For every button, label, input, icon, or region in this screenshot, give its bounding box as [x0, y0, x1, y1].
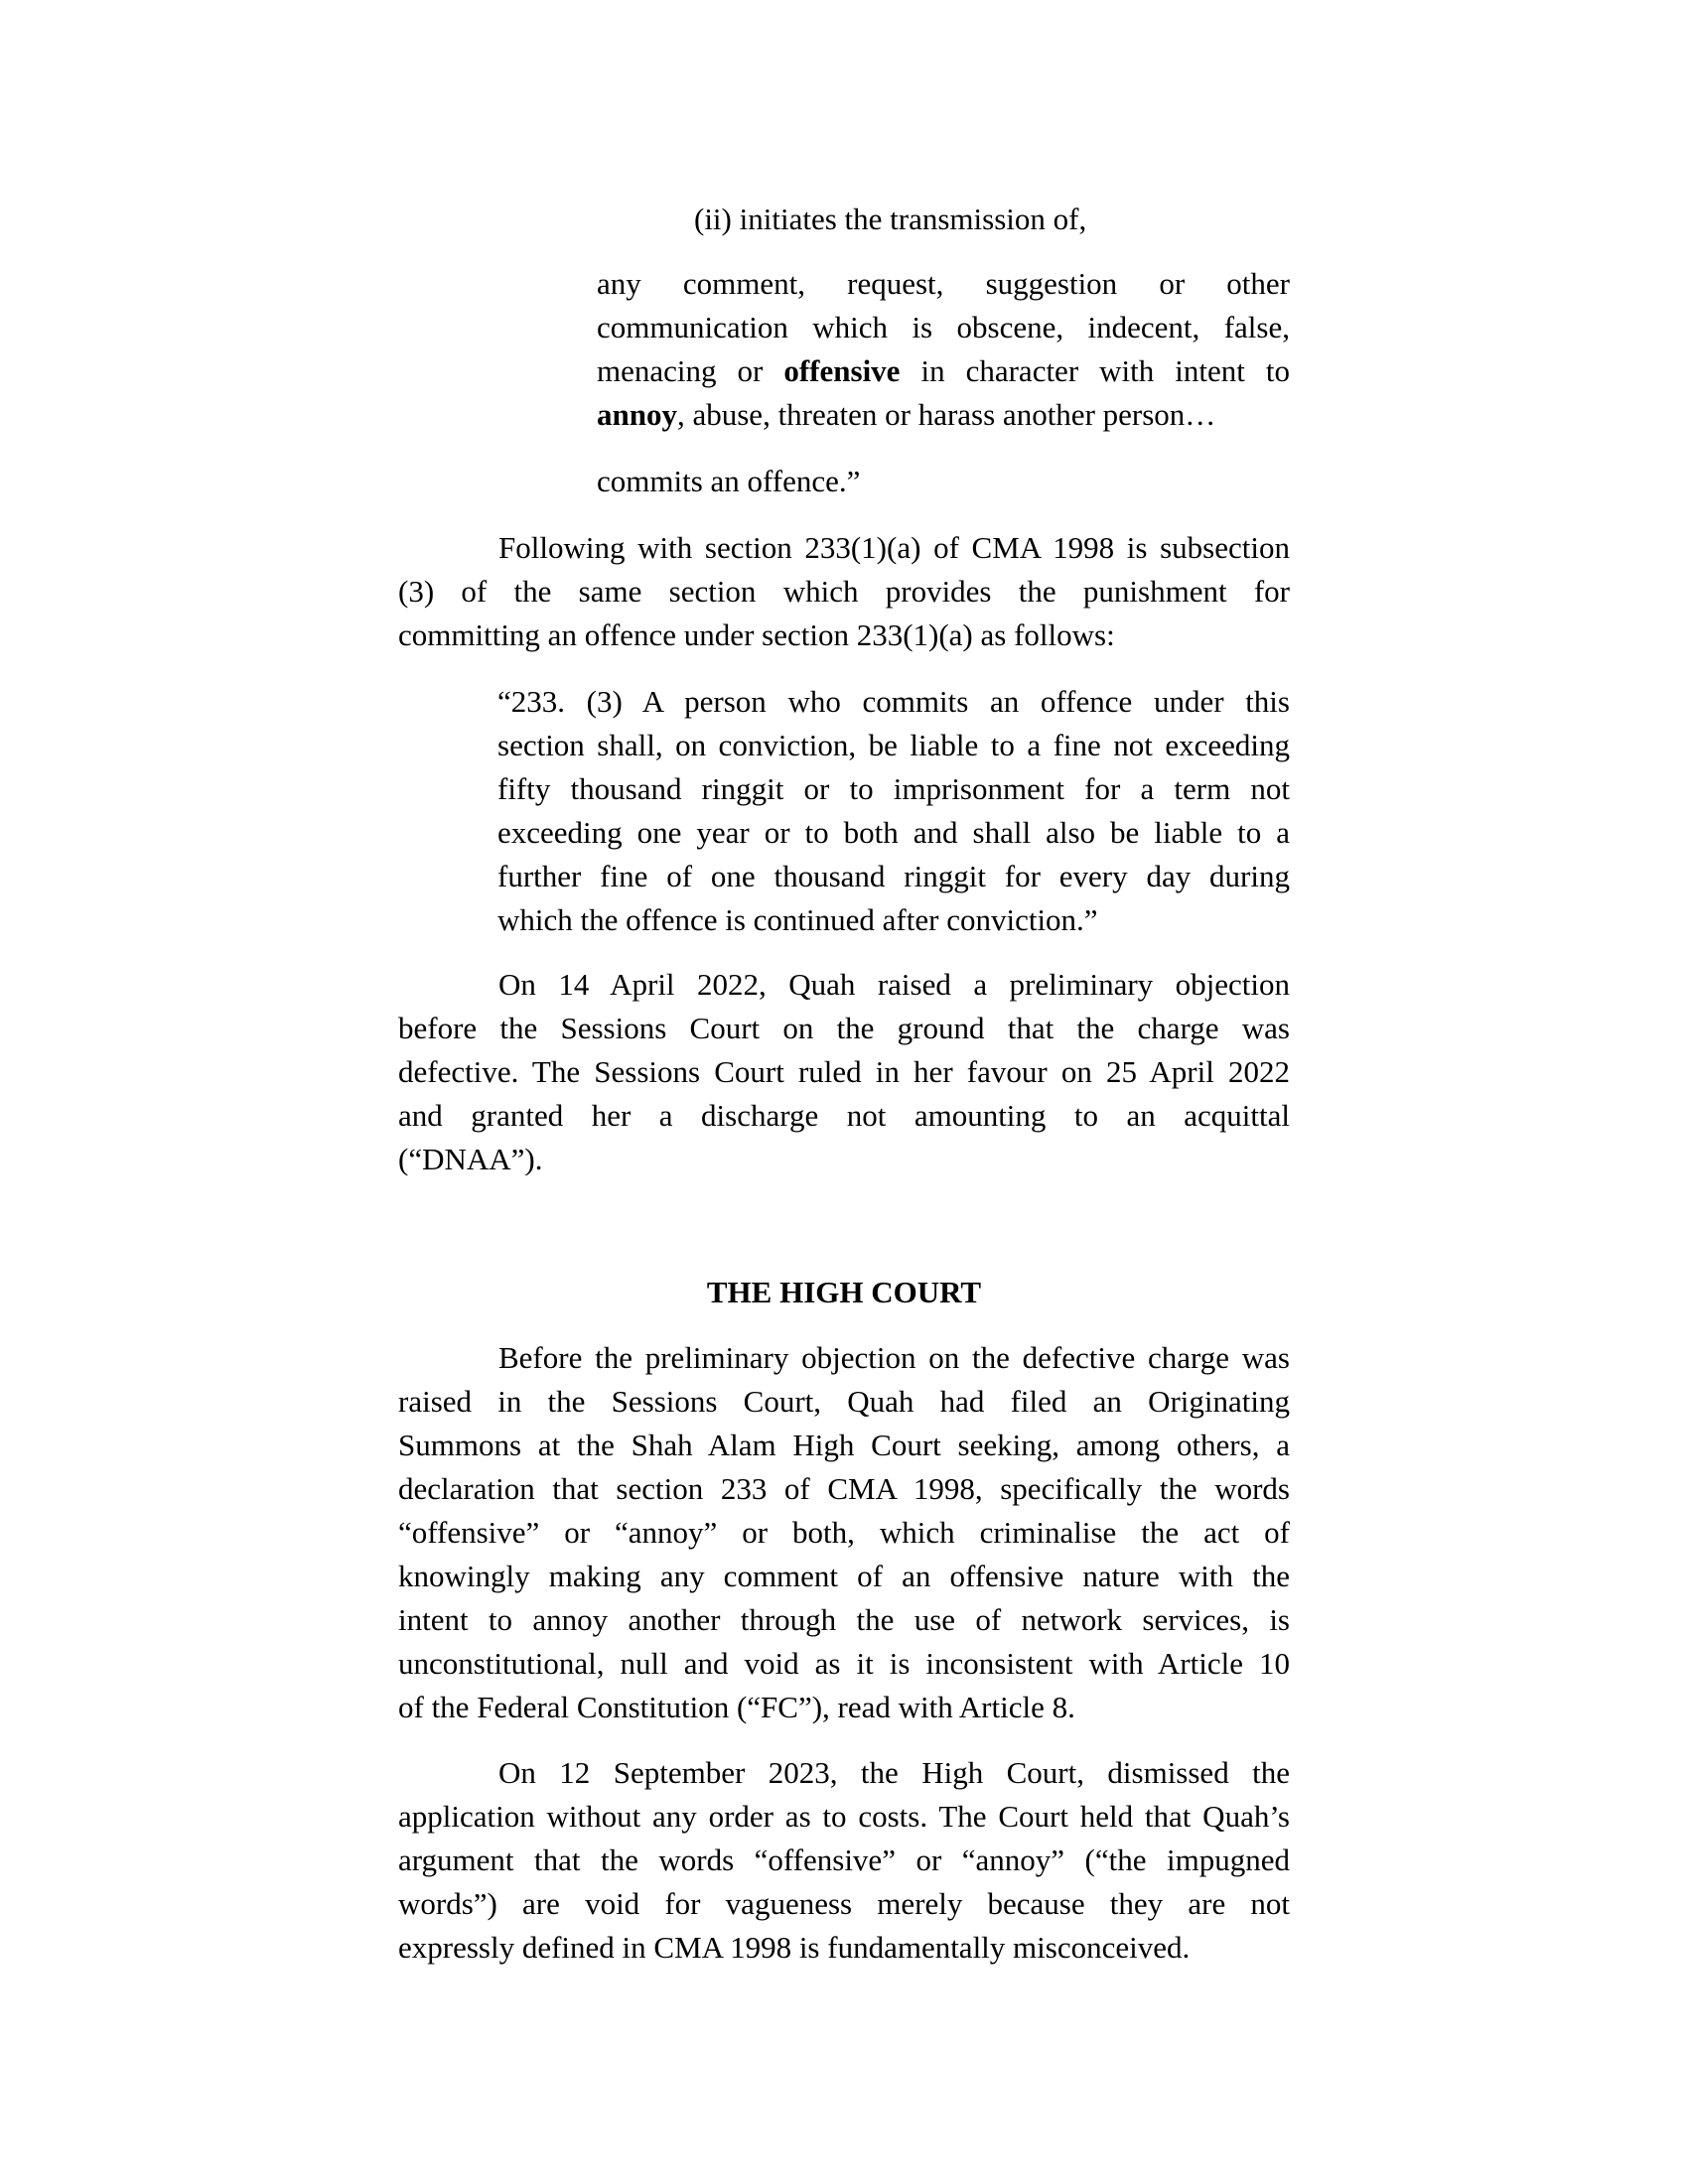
paragraph-line: declaration that section 233 of CMA 1998, specifically the words: [398, 1471, 1290, 1506]
paragraph-line: expressly defined in CMA 1998 is fundamentally misconceived.: [398, 1930, 1191, 1965]
paragraph-3: [398, 1336, 1290, 1729]
quote-line: fifty thousand ringgit or to imprisonment for a term not: [497, 771, 1290, 806]
paragraph-line: knowingly making any comment of an offensive nature with the: [398, 1559, 1290, 1593]
paragraph-line: words”) are void for vagueness merely because they are not: [398, 1886, 1290, 1921]
bold-term-annoy: annoy: [597, 397, 677, 432]
quoted-clause-line: menacing or offensive in character with intent to: [597, 353, 1290, 388]
paragraph-line: (“DNAA”).: [398, 1142, 543, 1176]
quote-line: section shall, on conviction, be liable to a fine not exceeding: [497, 728, 1290, 762]
paragraph-line: committing an offence under section 233(1)(a) as follows:: [398, 617, 1115, 652]
quote-section-233-3: [497, 680, 1290, 942]
paragraph-line: On 12 September 2023, the High Court, dismissed the: [498, 1755, 1290, 1790]
paragraph-line: “offensive” or “annoy” or both, which criminalise the act of: [398, 1515, 1290, 1550]
paragraph-line: raised in the Sessions Court, Quah had filed an Originating: [398, 1384, 1290, 1419]
quoted-clause-line: annoy, abuse, threaten or harass another person…: [597, 397, 1216, 432]
quoted-clause-line: any comment, request, suggestion or other: [597, 266, 1290, 301]
quote-line: “233. (3) A person who commits an offence under this: [497, 684, 1290, 719]
paragraph-line: defective. The Sessions Court ruled in her favour on 25 April 2022: [398, 1054, 1290, 1089]
paragraph-line: and granted her a discharge not amounting to an acquittal: [398, 1098, 1290, 1133]
paragraph-line: On 14 April 2022, Quah raised a preliminary objection: [498, 967, 1290, 1002]
paragraph-2: [398, 963, 1290, 1181]
paragraph-line: Following with section 233(1)(a) of CMA 1998 is subsection: [498, 530, 1290, 565]
paragraph-line: (3) of the same section which provides the punishment for: [398, 574, 1290, 609]
bold-term-offensive: offensive: [783, 353, 901, 388]
quote-line: exceeding one year or to both and shall also be liable to a: [497, 815, 1290, 850]
quoted-clause: [597, 262, 1290, 437]
paragraph-line: of the Federal Constitution (“FC”), read with Article 8.: [398, 1690, 1075, 1724]
paragraph-line: before the Sessions Court on the ground that the charge was: [398, 1011, 1290, 1045]
paragraph-line: intent to annoy another through the use of network services, is: [398, 1602, 1290, 1637]
paragraph-line: application without any order as to costs. The Court held that Quah’s: [398, 1799, 1290, 1834]
clause-ii: (ii) initiates the transmission of,: [694, 202, 1087, 236]
section-heading: THE HIGH COURT: [706, 1275, 982, 1309]
paragraph-line: Summons at the Shah Alam High Court seeking, among others, a: [398, 1428, 1290, 1462]
clause-end: commits an offence.”: [597, 464, 861, 498]
paragraph-line: unconstitutional, null and void as it is inconsistent with Article 10: [398, 1646, 1290, 1681]
paragraph-line: Before the preliminary objection on the defective charge was: [498, 1340, 1290, 1375]
quote-line: further fine of one thousand ringgit for every day during: [497, 859, 1290, 893]
paragraph-4: [398, 1751, 1290, 1970]
quote-line: which the offence is continued after conviction.”: [497, 902, 1098, 937]
paragraph-line: argument that the words “offensive” or “annoy” (“the impugned: [398, 1843, 1290, 1877]
paragraph-1: [398, 526, 1290, 657]
quoted-clause-line: communication which is obscene, indecent, false,: [597, 310, 1290, 344]
